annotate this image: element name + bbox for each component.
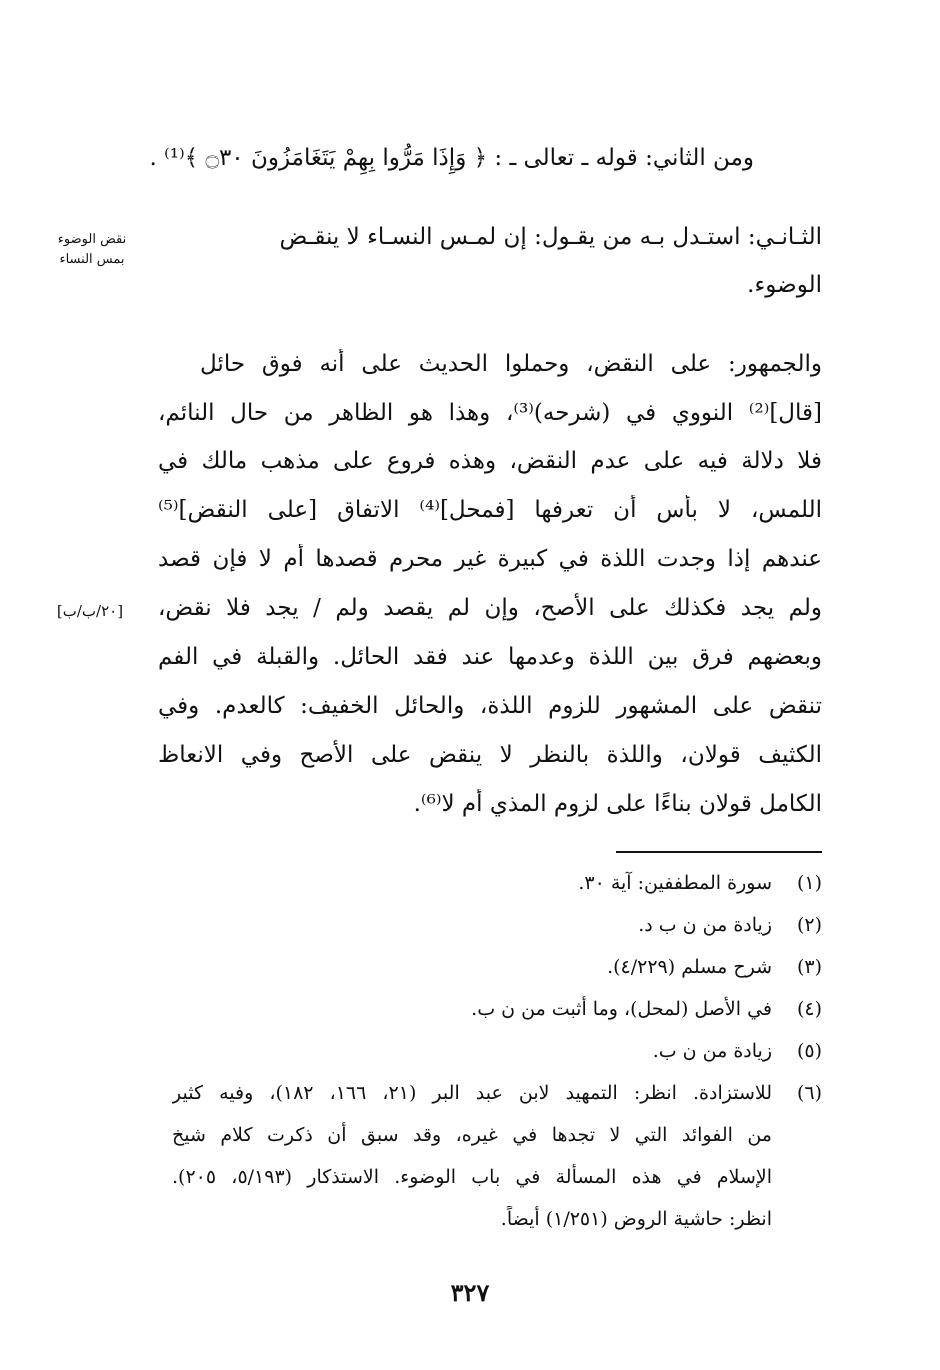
footnote-number: (٢) [796,914,822,936]
body-line: فلا دلالة فيه على عدم النقض، وهذه فروع على مذهب مالك في [158,448,822,474]
section-line-2: الوضوء. [747,272,822,298]
footnote-item [0,1038,940,1064]
footnote-item [0,912,940,938]
margin-note-folio: [٢٠/ب/ب] [56,602,124,620]
body-line: عندهم إذا وجدت اللذة في كبيرة غير محرم قصدها أم لا فإن قصد [158,546,822,572]
footnote-item [0,1080,940,1106]
footnote-item [0,870,940,896]
footnote-number: (٦) [796,1082,822,1104]
body-line: وبعضهم فرق بين اللذة وعدمها عند فقد الحائل. والقبلة في الفم [158,644,822,670]
body-line: ولم يجد فكذلك على الأصح، وإن لم يقصد ولم / يجد فلا نقض، [158,595,822,621]
body-line: [قال]⁽²⁾ النووي في (شرحه)⁽³⁾، وهذا هو الظاهر من حال النائم، [158,400,822,426]
body-line: الكثيف قولان، واللذة بالنظر لا ينقض على الأصح وفي الانعاظ [158,742,822,768]
margin-note-line-2: بمس النساء [59,252,125,267]
footnote-continuation: من الفوائد التي لا تجدها في غيره، وقد سبق أن ذكرت كلام شيخ [172,1124,772,1146]
body-line: اللمس، لا بأس أن تعرفها [فمحل]⁽⁴⁾ الاتفاق [على النقض]⁽⁵⁾ [158,497,822,523]
body-line: الكامل قولان بناءًا على لزوم المذي أم لا⁽⁶⁾. [413,791,822,817]
footnote-separator [616,851,822,853]
footnote-text: في الأصل (لمحل)، وما أثبت من ن ب. [471,998,772,1020]
footnote-continuation: انظر: حاشية الروض (١/٢٥١) أيضاً. [500,1208,772,1230]
footnote-item [0,954,940,980]
footnote-continuation: الإسلام في هذه المسألة في باب الوضوء. الاستذكار (٥/١٩٣، ٢٠٥). [172,1166,772,1188]
footnote-number: (١) [796,872,822,894]
quran-verse-line: ومن الثاني: قوله ـ تعالى ـ : ﴿ وَإِذَا مَرُّوا بِهِمْ يَتَغَامَزُونَ ۝٣٠ ﴾⁽¹⁾ . [149,145,754,171]
footnote-number: (٥) [796,1040,822,1062]
footnote-item [0,996,940,1022]
footnote-text: للاستزادة. انظر: التمهيد لابن عبد البر (٢١، ١٦٦، ١٨٢)، وفيه كثير [172,1082,772,1104]
margin-note-topic [40,230,144,270]
footnote-number: (٤) [796,998,822,1020]
page-number: ٣٢٧ [450,1278,490,1307]
footnote-text: زيادة من ن ب د. [638,914,772,936]
section-line-1: الثـانـي: استـدل بـه من يقـول: إن لمـس النسـاء لا ينقـض [279,224,822,250]
footnote-number: (٣) [796,956,822,978]
footnote-text: زيادة من ن ب. [652,1040,772,1062]
footnote-text: شرح مسلم (٤/٢٢٩). [607,956,772,978]
footnote-text: سورة المطففين: آية ٣٠. [578,872,772,894]
body-line: تنقض على المشهور للزوم اللذة، والحائل الخفيف: كالعدم. وفي [158,693,822,719]
body-line: والجمهور: على النقض، وحملوا الحديث على أنه فوق حائل [200,351,822,377]
margin-note-line-1: نقض الوضوء [57,232,127,247]
